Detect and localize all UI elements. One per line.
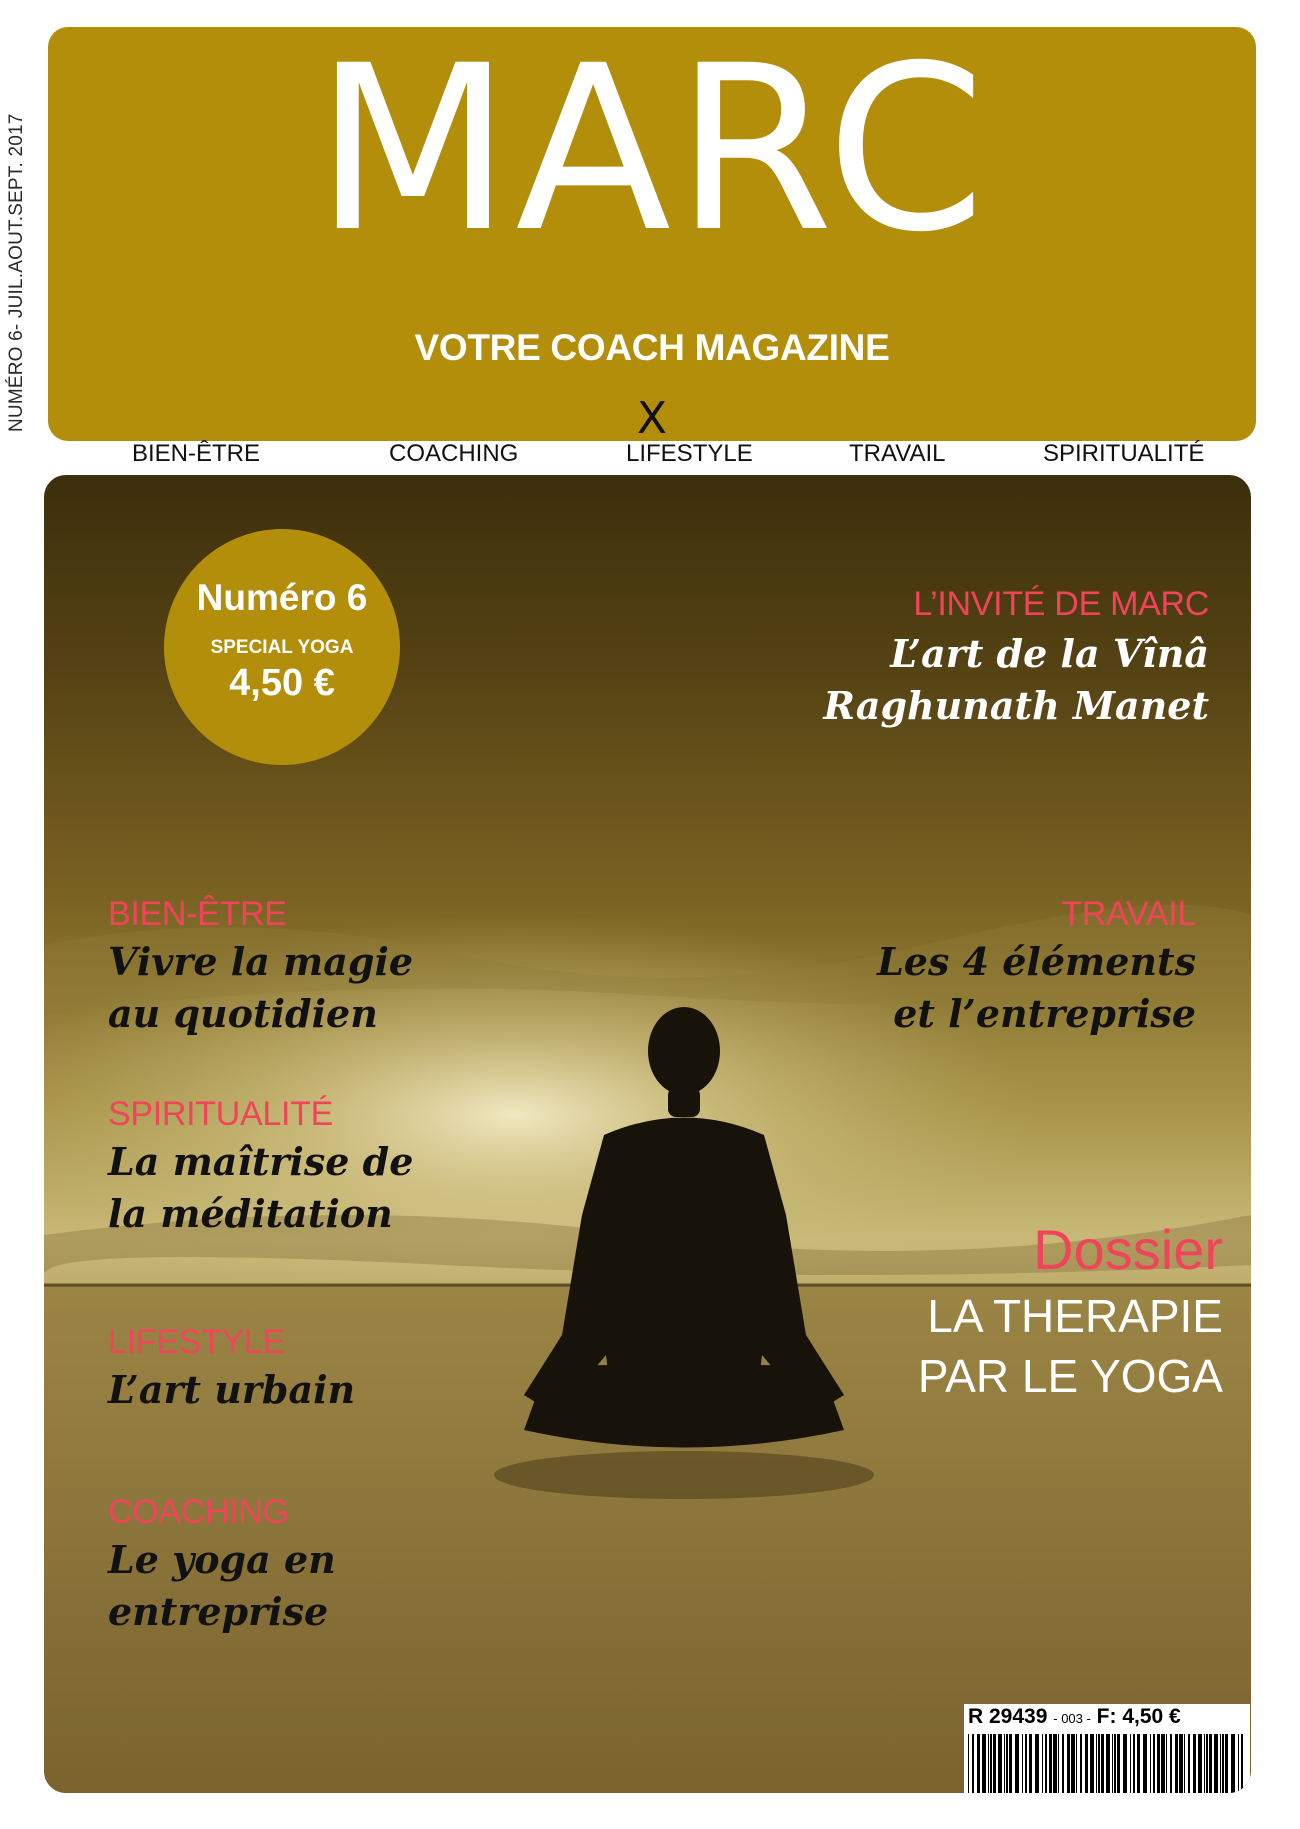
magazine-subtitle: VOTRE COACH MAGAZINE [414,327,890,368]
magazine-title: MARC [314,16,990,282]
story-spirituality-headline: La maîtrise de la méditation [108,1139,414,1236]
barcode-bars [968,1734,1246,1793]
dossier-kicker: Dossier [1033,1218,1223,1281]
badge-special: SPECIAL YOGA [210,637,354,658]
barcode-label [968,1705,1181,1729]
story-wellbeing [108,895,588,1040]
story-work-headline: Les 4 éléments et l’entreprise [877,939,1196,1036]
story-coaching [108,1493,588,1638]
rubric-coaching: COACHING [389,440,519,467]
barcode-price: F: 4,50 € [1096,1705,1181,1728]
story-wellbeing-kicker: BIEN-ÊTRE [108,895,287,933]
rubric-bar [48,440,1256,470]
story-guest-kicker: L’INVITÉ DE MARC [913,585,1209,623]
story-lifestyle [108,1323,588,1416]
spine [0,0,40,500]
story-guest [689,585,1209,732]
cover-image [44,475,1251,1793]
masthead [48,16,1256,444]
rubric-bien-etre: BIEN-ÊTRE [132,440,261,467]
story-lifestyle-kicker: LIFESTYLE [108,1323,285,1361]
story-wellbeing-headline: Vivre la magie au quotidien [108,939,414,1036]
rubric-spiritualite: SPIRITUALITÉ [1043,440,1205,467]
story-dossier [703,1217,1223,1406]
badge-issue-number: Numéro 6 [196,577,368,618]
dossier-headline: LA THERAPIE PAR LE YOGA [917,1290,1223,1402]
story-work [716,895,1196,1040]
issue-badge [164,529,400,765]
story-spirituality-kicker: SPIRITUALITÉ [108,1095,334,1133]
silhouette-shadow [494,1451,874,1499]
barcode [964,1704,1250,1793]
story-work-kicker: TRAVAIL [1061,895,1196,933]
story-spirituality [108,1095,588,1240]
spine-issue-text: NUMÉRO 6- JUIL.AOUT.SEPT. 2017 [6,113,27,432]
masthead-mark: X [636,393,668,444]
badge-price: 4,50 € [229,662,335,704]
rubric-travail: TRAVAIL [849,440,946,467]
barcode-code: R 29439 [968,1705,1048,1728]
barcode-mid: - 003 - [1053,1711,1091,1726]
story-coaching-headline: Le yoga en entreprise [108,1537,336,1634]
story-guest-headline: L’art de la Vînâ Raghunath Manet [823,631,1209,728]
story-coaching-kicker: COACHING [108,1493,289,1531]
rubric-lifestyle: LIFESTYLE [626,440,753,467]
story-lifestyle-headline: L’art urbain [108,1367,356,1412]
